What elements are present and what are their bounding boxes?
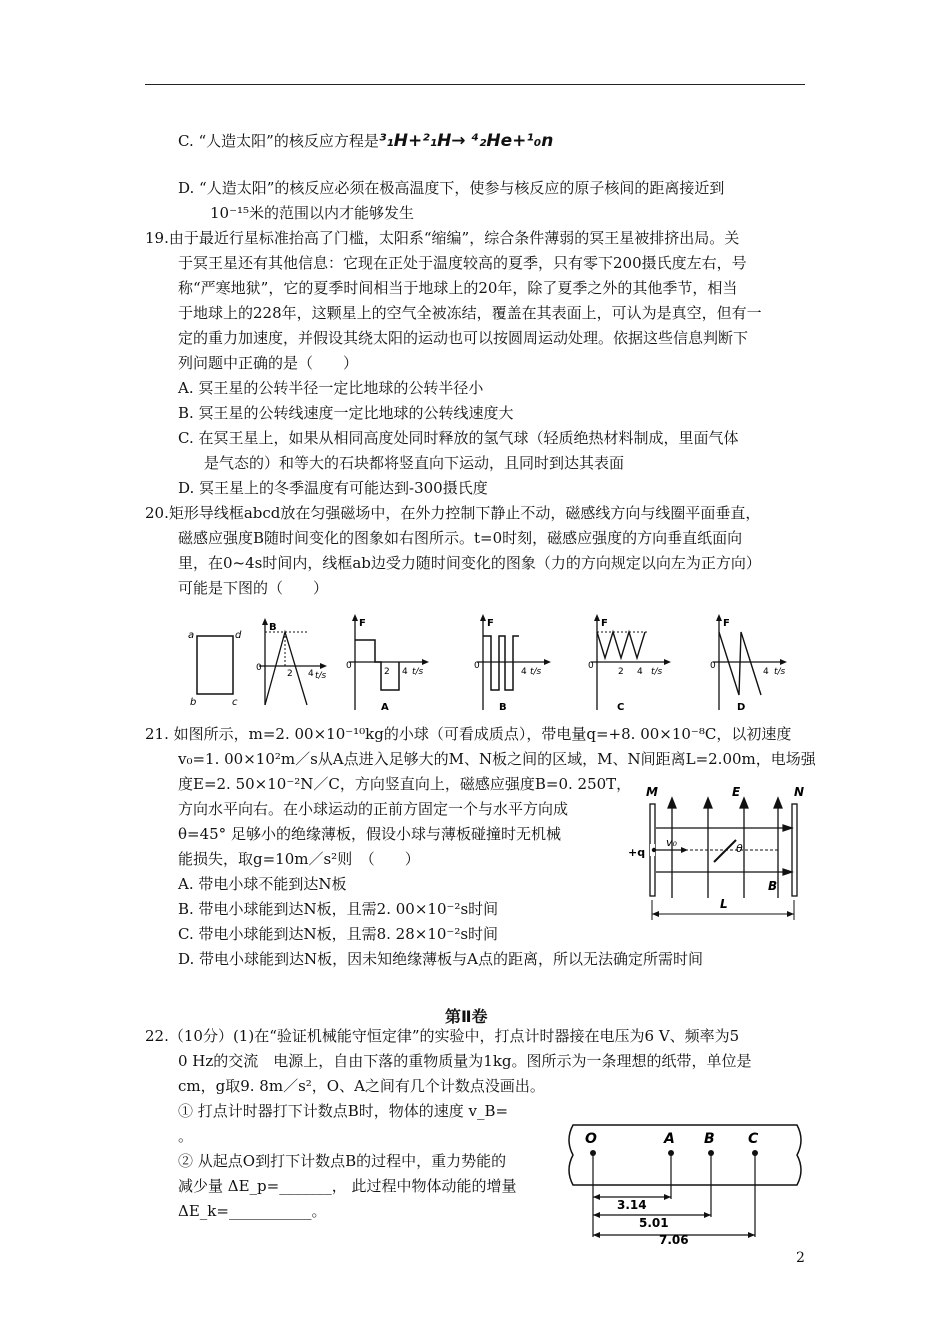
four-label: 4 bbox=[308, 669, 314, 679]
frame-abcd-diagram bbox=[188, 630, 242, 708]
two-label: 2 bbox=[287, 669, 293, 679]
q20-line: 可能是下图的（ ） bbox=[178, 579, 329, 597]
q18-option-d-line2: 10⁻¹⁵米的范围以内才能够发生 bbox=[210, 204, 415, 222]
q22-sub-2: ② 从起点O到打下计数点B的过程中，重力势能的 bbox=[178, 1152, 507, 1170]
point-c: C bbox=[748, 1131, 759, 1147]
q18-option-d-line1: D. “人造太阳”的核反应必须在极高温度下，使参与核反应的原子核间的距离接近到 bbox=[178, 179, 725, 197]
q21-line: 21. 如图所示，m=2. 00×10⁻¹⁰kg的小球（可看成质点），带电量q=+8. 00×10⁻⁸C，以初速度 bbox=[145, 725, 792, 743]
label-d: d bbox=[235, 630, 242, 641]
t-axis-label: t/s bbox=[412, 667, 424, 677]
q22-line: cm，g取9. 8m／s²，O、A之间有几个计数点没画出。 bbox=[178, 1077, 545, 1095]
paper-tape-diagram bbox=[565, 1115, 810, 1245]
option-b-label: B bbox=[499, 702, 507, 713]
q22-sub-2-cont: 减少量 ΔE_p=_______， 此过程中物体动能的增量 bbox=[178, 1177, 517, 1195]
q19-option-d: D. 冥王星上的冬季温度有可能达到-300摄氏度 bbox=[178, 479, 488, 497]
four-label: 4 bbox=[763, 667, 769, 677]
q22-line: 0 Hz的交流 电源上，自由下落的重物质量为1kg。图所示为一条理想的纸带，单位是 bbox=[178, 1052, 752, 1070]
q21-line: θ=45° 足够小的绝缘薄板，假设小球与薄板碰撞时无机械 bbox=[178, 825, 561, 843]
q19-line: 19.由于最近行星标准抬高了门槛，太阳系“缩编”，综合条件薄弱的冥王星被排挤出局。关 bbox=[145, 229, 740, 247]
q19-option-c: C. 在冥王星上，如果从相同高度处同时释放的氢气球（轻质绝热材料制成，里面气体 bbox=[178, 429, 739, 447]
fusion-equation: ³₁H+²₁H→ ⁴₂He+¹₀n bbox=[378, 131, 554, 151]
q22-sub-2-end: ΔE_k=___________。 bbox=[178, 1202, 327, 1220]
zero-label: 0 bbox=[256, 663, 262, 673]
f-axis-label: F bbox=[723, 618, 730, 629]
zero-label: 0 bbox=[588, 661, 594, 671]
option-b-graph bbox=[474, 614, 551, 713]
f-axis-label: F bbox=[487, 618, 494, 629]
q21-line: v₀=1. 00×10²m／s从A点进入足够大的M、N板之间的区域，M、N间距离L=2.00m，电场强 bbox=[178, 750, 816, 768]
label-theta: θ bbox=[736, 842, 743, 855]
q20-figures bbox=[185, 610, 795, 715]
label-q: +q bbox=[628, 846, 646, 859]
t-axis-label: t/s bbox=[774, 667, 786, 677]
q19-line: 于冥王星还有其他信息：它现在正处于温度较高的夏季，只有零下200摄氏度左右，号 bbox=[178, 254, 747, 272]
zero-label: 0 bbox=[474, 661, 480, 671]
q21-line: 方向水平向右。在小球运动的正前方固定一个与水平方向成 bbox=[178, 800, 569, 818]
point-a: A bbox=[664, 1131, 675, 1147]
label-n: N bbox=[794, 785, 805, 799]
label-b: b bbox=[190, 697, 197, 708]
point-o: O bbox=[585, 1131, 597, 1147]
q22-sub-1: ① 打点计时器打下计数点B时，物体的速度 v_B= bbox=[178, 1102, 509, 1120]
t-axis-label: t/s bbox=[651, 667, 663, 677]
label-b: B bbox=[768, 879, 778, 893]
option-c-graph bbox=[588, 614, 671, 713]
q18-option-c: C. “人造太阳”的核反应方程是³₁H+²₁H→ ⁴₂He+¹₀n bbox=[178, 131, 554, 151]
t-axis-label: t/s bbox=[315, 671, 327, 681]
tape bbox=[569, 1125, 801, 1185]
distance-oc: 7.06 bbox=[659, 1233, 689, 1245]
q19-line: 列问题中正确的是（ ） bbox=[178, 354, 359, 372]
label-e: E bbox=[732, 785, 741, 799]
q22-line: 22.（10分）(1)在“验证机械能守恒定律”的实验中，打点计时器接在电压为6 V、频率为5 bbox=[145, 1027, 740, 1045]
option-c-label: C bbox=[617, 702, 625, 713]
four-label: 4 bbox=[637, 667, 643, 677]
distance-oa: 3.14 bbox=[617, 1198, 647, 1212]
label-l: L bbox=[720, 897, 728, 911]
label-a: a bbox=[188, 630, 195, 641]
b-axis-label: B bbox=[269, 622, 277, 633]
option-d-graph bbox=[710, 614, 787, 713]
section-title: 第Ⅱ卷 bbox=[445, 1007, 488, 1026]
distance-ob: 5.01 bbox=[639, 1216, 669, 1230]
two-label: 2 bbox=[618, 667, 624, 677]
t-axis-label: t/s bbox=[530, 667, 542, 677]
q19-option-b: B. 冥王星的公转线速度一定比地球的公转线速度大 bbox=[178, 404, 514, 422]
q20-line: 磁感应强度B随时间变化的图象如右图所示。t=0时刻，磁感应强度的方向垂直纸面向 bbox=[178, 529, 743, 547]
zero-label: 0 bbox=[346, 661, 352, 671]
f-axis-label: F bbox=[359, 618, 366, 629]
label-v0: v₀ bbox=[666, 836, 677, 849]
label-c: c bbox=[232, 697, 238, 708]
page-number: 2 bbox=[796, 1250, 805, 1266]
q19-line: 于地球上的228年，这颗星上的空气全被冻结，覆盖在其表面上，可认为是真空，但有一 bbox=[178, 304, 762, 322]
q19-option-c-cont: 是气态的）和等大的石块都将竖直向下运动，且同时到达其表面 bbox=[204, 454, 625, 472]
four-label: 4 bbox=[521, 667, 527, 677]
q21-line: 能损失，取g=10m／s²则 （ ） bbox=[178, 850, 420, 868]
four-label: 4 bbox=[402, 667, 408, 677]
q21-option-c: C. 带电小球能到达N板，且需8. 28×10⁻²s时间 bbox=[178, 925, 499, 943]
q19-line: 定的重力加速度，并假设其绕太阳的运动也可以按圆周运动处理。依据这些信息判断下 bbox=[178, 329, 749, 347]
zero-label: 0 bbox=[710, 661, 716, 671]
option-a-label: A bbox=[381, 702, 389, 713]
option-d-label: D bbox=[737, 702, 746, 713]
f-axis-label: F bbox=[601, 618, 608, 629]
q21-line: 度E=2. 50×10⁻²N／C，方向竖直向上，磁感应强度B=0. 250T， bbox=[178, 775, 632, 793]
q21-option-d: D. 带电小球能到达N板，因未知绝缘薄板与A点的距离，所以无法确定所需时间 bbox=[178, 950, 703, 968]
mn-plates-diagram bbox=[628, 780, 810, 922]
point-b: B bbox=[704, 1131, 715, 1147]
plate-n bbox=[792, 804, 797, 896]
q22-sub-1-end: 。 bbox=[178, 1127, 194, 1145]
q19-option-a: A. 冥王星的公转半径一定比地球的公转半径小 bbox=[178, 379, 484, 397]
option-a-graph bbox=[346, 614, 429, 713]
q21-option-b: B. 带电小球能到达N板，且需2. 00×10⁻²s时间 bbox=[178, 900, 499, 918]
b-t-graph bbox=[256, 618, 327, 705]
q20-line: 里，在0~4s时间内，线框ab边受力随时间变化的图象（力的方向规定以向左为正方向） bbox=[178, 554, 761, 572]
q21-option-a: A. 带电小球不能到达N板 bbox=[178, 875, 347, 893]
header-rule bbox=[145, 84, 805, 85]
q20-line: 20.矩形导线框abcd放在匀强磁场中，在外力控制下静止不动，磁感线方向与线圈平面垂直， bbox=[145, 504, 761, 522]
q19-line: 称“严寒地狱”，它的夏季时间相当于地球上的20年，除了夏季之外的其他季节，相当 bbox=[178, 279, 738, 297]
two-label: 2 bbox=[384, 667, 390, 677]
label-m: M bbox=[646, 785, 658, 799]
